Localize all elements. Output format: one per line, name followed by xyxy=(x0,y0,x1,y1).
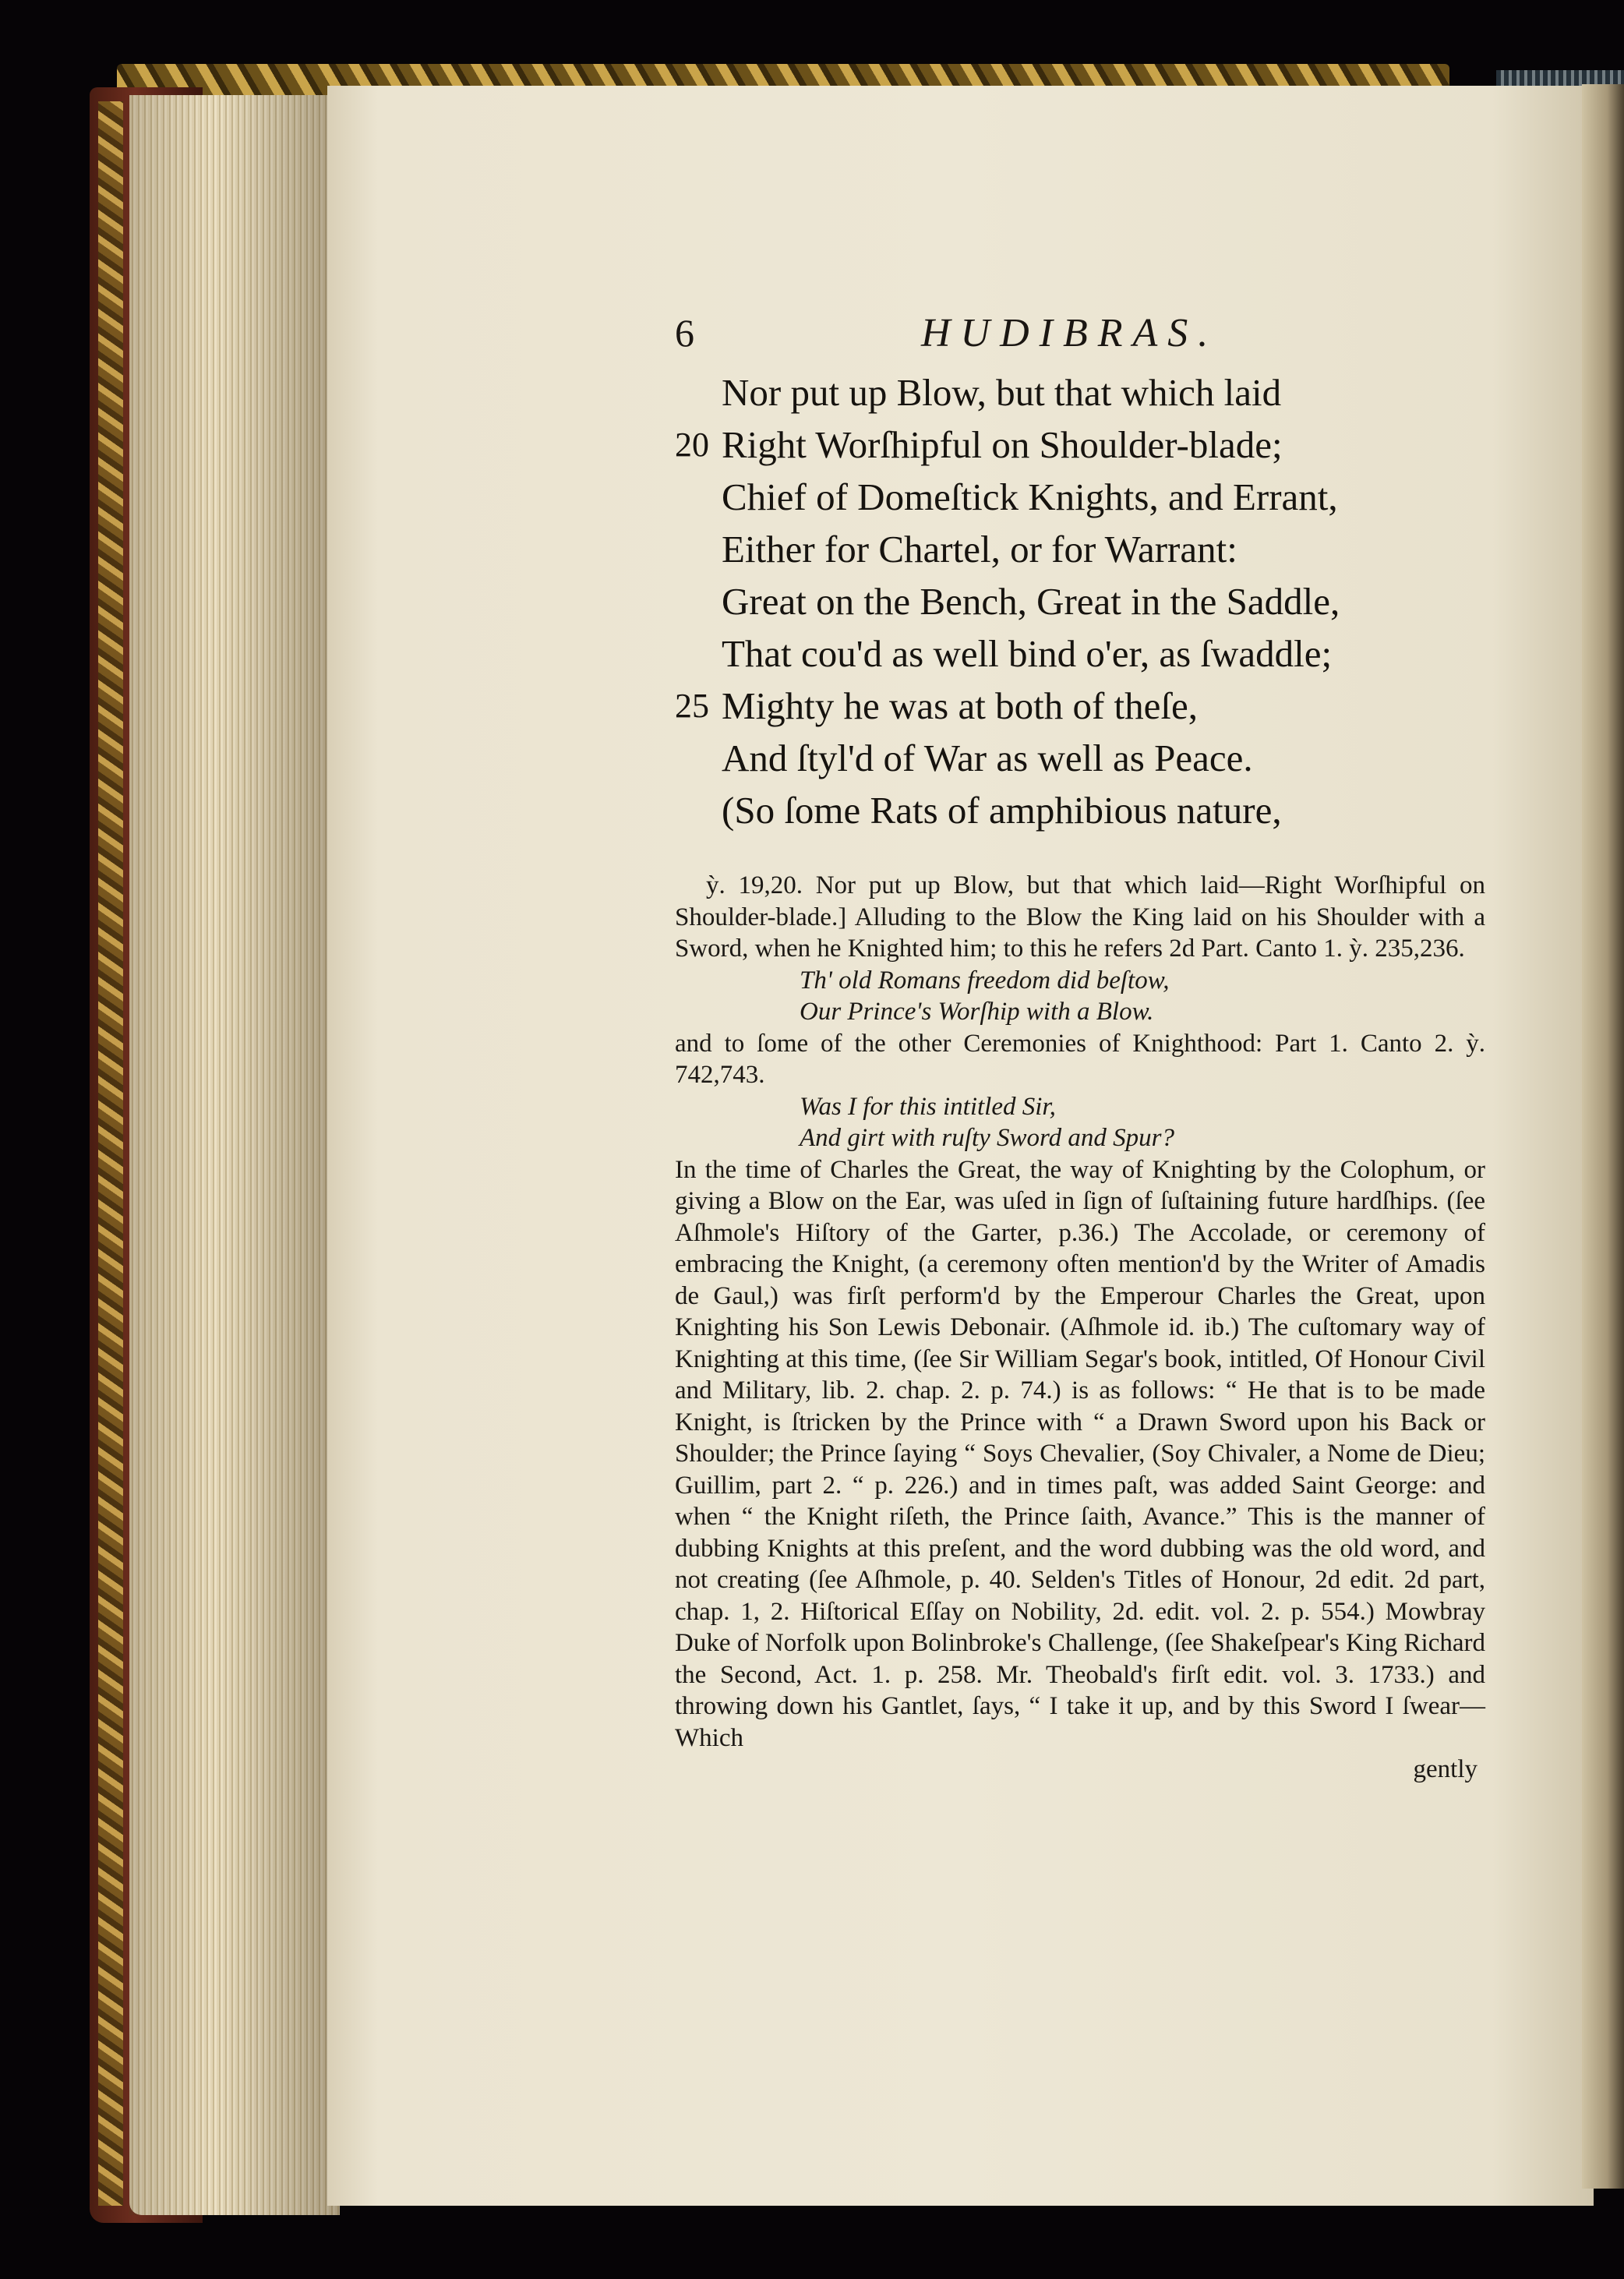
quoted-verse: Our Prince's Worſhip with a Blow. xyxy=(800,998,1154,1026)
quoted-verse: Th' old Romans freedom did beſtow, xyxy=(800,966,1170,995)
verse-text: Nor put up Blow, but that which laid xyxy=(722,371,1282,414)
footnotes xyxy=(675,870,1485,1786)
verse-text: Right Worſhipful on Shoulder-blade; xyxy=(722,423,1283,466)
note-paragraph: ỳ. 19,20. Nor put up Blow, but that which laid—Right Worſhipful on Shoulder-blade.] Alluding to the Blow the King laid on his Shoulder with a Sword, when he Knighted him; to this he refers 2d Part. Canto 1. ỳ. 235,236. xyxy=(675,871,1485,963)
verse-line xyxy=(675,366,1470,419)
quoted-verse: And girt with ruſty Sword and Spur? xyxy=(800,1124,1174,1152)
verse-block xyxy=(675,366,1470,836)
verse-line xyxy=(675,627,1470,680)
note-paragraph: and to ſome of the other Ceremonies of Knighthood: Part 1. Canto 2. ỳ. 742,743. xyxy=(675,1029,1485,1089)
verse-text: (So ſome Rats of amphibious nature, xyxy=(722,789,1282,832)
verse-line xyxy=(675,471,1470,523)
line-number: 20 xyxy=(675,426,709,464)
verse-text: That cou'd as well bind o'er, as ſwaddle; xyxy=(722,632,1333,675)
verse-text: And ſtyl'd of War as well as Peace. xyxy=(722,737,1253,779)
verse-text: Great on the Bench, Great in the Saddle, xyxy=(722,580,1340,623)
running-title: HUDIBRAS. xyxy=(921,311,1219,355)
running-head xyxy=(675,310,1345,365)
note-paragraph: In the time of Charles the Great, the way of Knighting by the Colophum, or giving a Blow on the Ear, was uſed in ſign of ſuſtaining future hardſhips. (ſee Aſhmole's Hiſtory of the Garter, p.36.) The Accolade, or ceremony of embracing the Knight, (a ceremony often mention'd by the Writer of Amadis de Gaul,) was firſt perform'd by the Emperour Charles the Great, upon Knighting his Son Lewis Debonair. (Aſhmole id. ib.) The cuſtomary way of Knighting at this time, (ſee Sir William Segar's book, intitled, Of Honour Civil and Military, lib. 2. chap. 2. p. 74.) is as follows: “ He that is to be made Knight, is ſtricken by the Prince with “ a Drawn Sword upon his Back or Shoulder; the Prince ſaying “ Soys Chevalier, (Soy Chivaler, a Nome de Dieu; Guillim, part 2. “ p. 226.) and in times paſt, was added Saint George: and when “ the Knight riſeth, the Prince ſaith, Avance.” This is the manner of dubbing Knights at this preſent, and the word dubbing was the old word, and not creating (ſee Aſhmole, p. 40. Selden's Titles of Honour, 2d edit. 2d part, chap. 1, 2. Hiſtorical Eſſay on Nobility, 2d. edit. vol. 2. p. 554.) Mowbray Duke of Norfolk upon Bolinbroke's Challenge, (ſee Shakeſpear's King Richard the Second, Act. 1. p. 258. Mr. Theobald's firſt edit. vol. 3. 1733.) and throwing down his Gantlet, ſays, “ I take it up, and by this Sword I ſwear—Which xyxy=(675,1155,1485,1752)
page-stack-edge xyxy=(129,95,340,2215)
gilt-spine-decoration xyxy=(98,101,123,2206)
verse-text: Either for Chartel, or for Warrant: xyxy=(722,528,1237,571)
page-number: 6 xyxy=(675,311,694,355)
line-number: 25 xyxy=(675,687,709,725)
catchword: gently xyxy=(1413,1755,1477,1783)
verse-line xyxy=(675,680,1470,732)
verse-text: Chief of Domeſtick Knights, and Errant, xyxy=(722,475,1338,518)
verse-line xyxy=(675,784,1470,836)
verse-line xyxy=(675,575,1470,627)
verse-line xyxy=(675,732,1470,784)
facing-page-edge xyxy=(1582,84,1624,2189)
verse-line xyxy=(675,419,1470,471)
quoted-verse: Was I for this intitled Sir, xyxy=(800,1092,1056,1121)
verse-line xyxy=(675,523,1470,575)
verse-text: Mighty he was at both of theſe, xyxy=(722,684,1199,727)
